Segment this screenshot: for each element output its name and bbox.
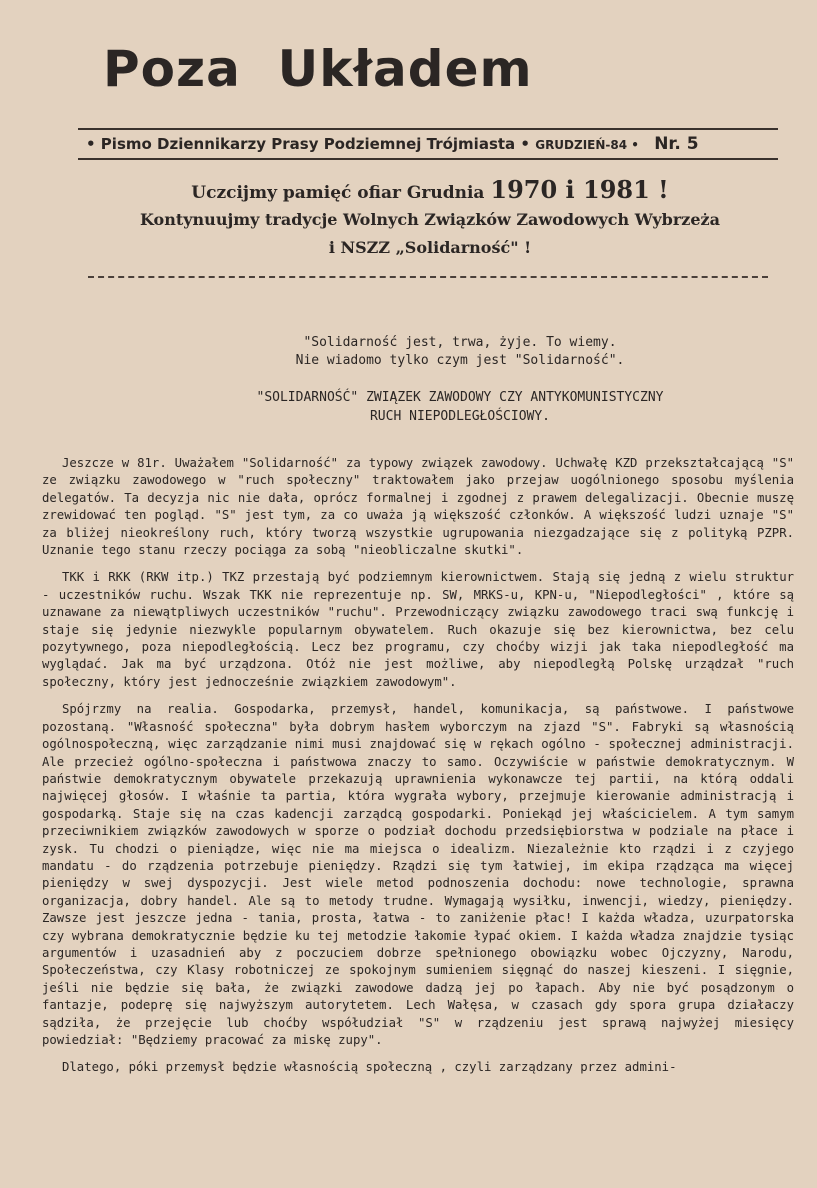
masthead-title: Poza Układem [103,40,533,98]
article-body [42,455,794,1087]
dashed-divider [88,276,768,278]
masthead-rule-top [78,128,778,130]
headline-line-1 [100,175,760,204]
headline-years: 1970 i 1981 ! [490,175,669,204]
headline-line-3: i NSZZ „Solidarność" ! [328,238,532,257]
article-title-line-2: RUCH NIEPODLEGŁOŚCIOWY. [369,409,550,424]
paragraph-2: TKK i RKK (RKW itp.) TKZ przestają być podziemnym kierownictwem. Stają się jedną z wielu struktur - uczestników ruchu. Wszak TKK nie reprezentuje np. SW, MRKS-u, KPN-u, "Niepodległości" , które są uznawane za niewątpliwych uczestników "ruchu". Przewodniczący związku zawodowego traci swą funkcję i staje się jedynie niezwykle popularnym obywatelem. Ruch okazuje się bez kierownictwa, bez celu pozytywnego, poza niepodległością. Lecz bez programu, czy choćby wizji jak taka niepodległość ma wyglądać. Jak ma być urządzona. Otóż nie jest możliwe, aby niepodległą Polskę urządzał "ruch społeczny, który jest jednocześnie związkiem zawodowym". [42,570,794,689]
masthead-subtitle: • Pismo Dziennikarzy Prasy Podziemnej Trójmiasta • [86,135,530,153]
article-title-line-1: "SOLIDARNOŚĆ" ZWIĄZEK ZAWODOWY CZY ANTYKOMUNISTYCZNY [256,390,664,405]
masthead-rule-bottom [78,158,778,160]
epigraph-line-2: Nie wiadomo tylko czym jest "Solidarność". [295,353,625,368]
issue-number: Nr. 5 [654,134,699,154]
issue-date: GRUDZIEŃ-84 • [535,138,639,152]
epigraph-line-1: "Solidarność jest, trwa, żyje. To wiemy. [303,335,617,350]
headline-prefix: Uczcijmy pamięć ofiar Grudnia [191,183,485,203]
headline-line-2: Kontynuujmy tradycje Wolnych Związków Zawodowych Wybrzeża [140,210,720,229]
paragraph-1: Jeszcze w 81r. Uważałem "Solidarność" za typowy związek zawodowy. Uchwałę KZD przekształcającą "S" ze związku zawodowego w "ruch społeczny" traktowałem jako przejaw uogólnionego sposobu myślenia delegatów. Ta decyzja nic nie dała, oprócz formalnej i zgodnej z prawem delegalizacji. Obecnie muszę zrewidować ten pogląd. "S" jest tym, za co uważa ją większość członków. A większość ludzi uznaje "S" za bliżej nieokreślony ruch, który tworzą wszystkie ugrupowania niezgadzające się z polityką PZPR. Uznanie tego stanu rzeczy pociąga za sobą "nieobliczalne skutki". [42,456,794,558]
paragraph-3: Spójrzmy na realia. Gospodarka, przemysł, handel, komunikacja, są państwowe. I państwowe pozostaną. "Własność społeczna" była dobrym hasłem wyborczym na zjazd "S". Fabryki są własnością ogólnospołeczną, więc zarządzanie nimi musi znajdować się w rękach ogólno - społecznej administracji. Ale przecież ogólno-społeczna i państwowa znaczy to samo. Oczywiście w państwie demokratycznym. W państwie demokratycznym obywatele przekazują uprawnienia wykonawcze tej partii, na którą oddali najwięcej głosów. I właśnie ta partia, która wygrała wybory, przejmuje kierowanie administracją i gospodarką. Staje się na czas kadencji zarządcą gospodarki. Poniekąd jej właścicielem. A tym samym przeciwnikiem związków zawodowych w sporze o podział dochodu przedsiębiorstwa w podziale na płace i zysk. Tu chodzi o pieniądze, więc nie ma miejsca o idealizm. Niezależnie kto rządzi i z czyjego mandatu - do rządzenia potrzebuje pieniędzy. Rządzi się tym łatwiej, im ekipa rządząca ma więcej pieniędzy w swej dyspozycji. Jest wiele metod podnoszenia dochodu: nowe technologie, sprawna organizacja, dobry handel. Ale są to metody trudne. Wymagają wysiłku, inwencji, wiedzy, pieniędzy. Zawsze jest jeszcze jedna - tania, prosta, łatwa - to zaniżenie płac! I każda władza, uzurpatorska czy wybrana demokratycznie będzie ku tej metodzie łakomie łypać okiem. I każda władza znajdzie tysiąc argumentów i uzasadnień aby z poczuciem dobrze spełnionego obowiązku wobec Ojczyzny, Narodu, Społeczeństwa, czy Klasy robotniczej ze spokojnym sumieniem sięgnąć do naszej kieszeni. I sięgnie, jeśli nie będzie się bała, że związki zawodowe dadzą jej po łapach. Aby nie być posądzonym o fantazje, podeprę się najwyższym autorytetem. Lech Wałęsa, w czasach gdy spora grupa działaczy sądziła, że przejęcie lub choćby współudział "S" w rządzeniu jest sprawą najwyżej miesięcy powiedział: "Będziemy pracować za miskę zupy". [42,702,794,1047]
masthead-subtitle-line [86,134,786,154]
paragraph-4: Dlatego, póki przemysł będzie własnością społeczną , czyli zarządzany przez admini- [62,1060,677,1075]
